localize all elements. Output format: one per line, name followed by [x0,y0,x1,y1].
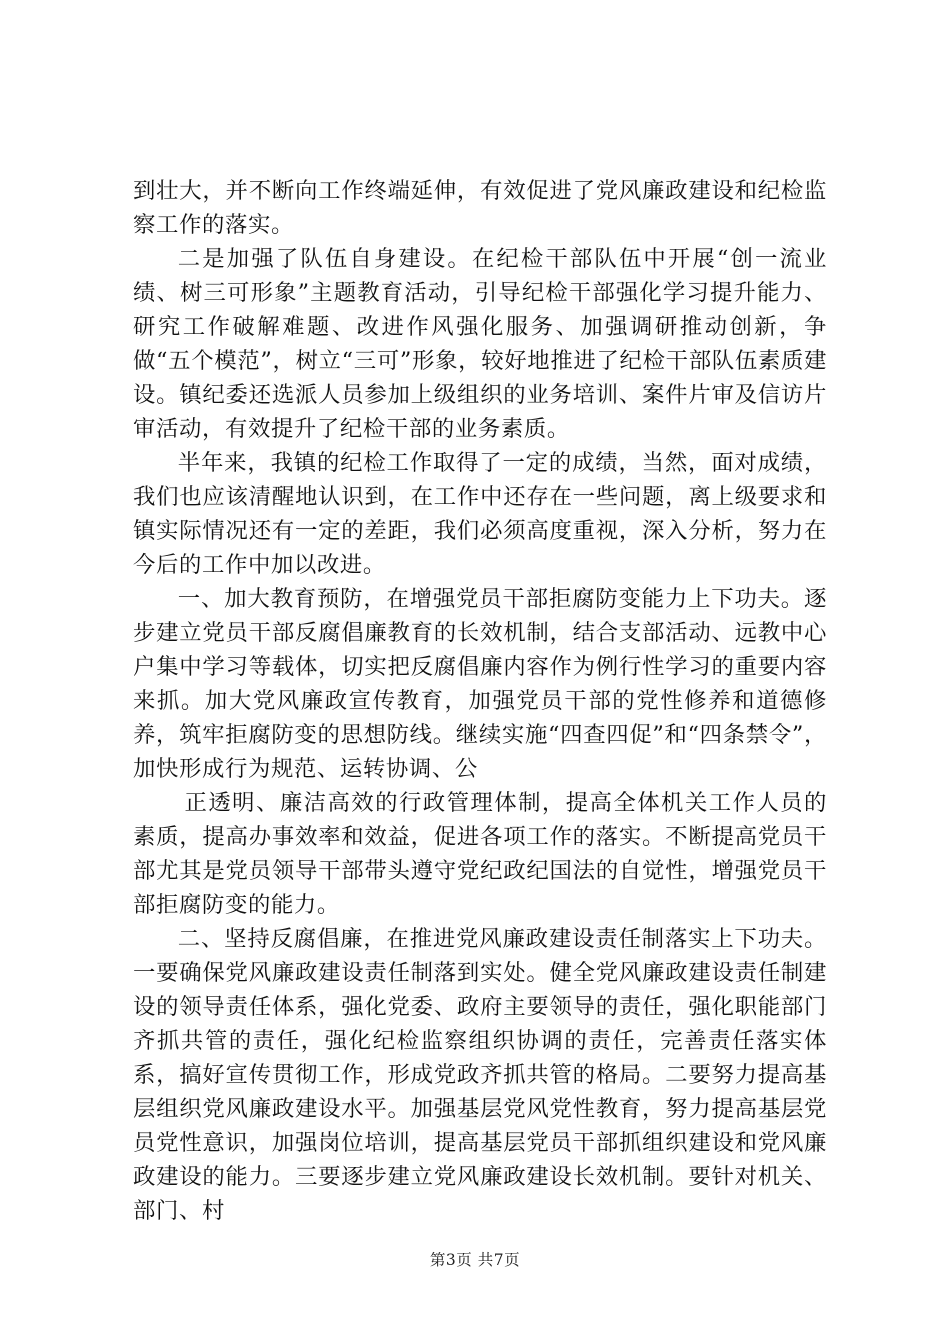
page-number-footer: 第3页 共7页 [429,1251,521,1269]
paragraph-team-building: 二是加强了队伍自身建设。在纪检干部队伍中开展“创一流业绩、树三可形象”主题教育活动，引导纪检干部强化学习提升能力、研究工作破解难题、改进作风强化服务、加强调研推动创新，争做“五个模范”，树立“三可”形象，较好地推进了纪检干部队伍素质建设。镇纪委还选派人员参加上级组织的业务培训、案件片审及信访片审活动，有效提升了纪检干部的业务素质。 [133,246,827,442]
paragraph-admin-system: 正透明、廉洁高效的行政管理体制，提高全体机关工作人员的素质，提高办事效率和效益，促进各项工作的落实。不断提高党员干部尤其是党员领导干部带头遵守党纪政纪国法的自觉性，增强党员干部拒腐防变的能力。 [133,790,827,918]
paragraph-anti-corruption: 二、坚持反腐倡廉，在推进党风廉政建设责任制落实上下功夫。一要确保党风廉政建设责任制落到实处。健全党风廉政建设责任制建设的领导责任体系，强化党委、政府主要领导的责任，强化职能部门齐抓共管的责任，强化纪检监察组织协调的责任，完善责任落实体系，搞好宣传贯彻工作，形成党政齐抓共管的格局。二要努力提高基层组织党风廉政建设水平。加强基层党风党性教育，努力提高基层党员党性意识，加强岗位培训，提高基层党员干部抓组织建设和党风廉政建设的能力。三要逐步建立党风廉政建设长效机制。要针对机关、部门、村 [133,926,827,1224]
paragraph-education-prevention: 一、加大教育预防，在增强党员干部拒腐防变能力上下功夫。逐步建立党员干部反腐倡廉教育的长效机制，结合支部活动、远教中心户集中学习等载体，切实把反腐倡廉内容作为例行性学习的重要内容来抓。加大党风廉政宣传教育，加强党员干部的党性修养和道德修养，筑牢拒腐防变的思想防线。继续实施“四查四促”和“四条禁令”，加快形成行为规范、运转协调、公 [133,586,827,782]
document-body [133,174,827,1228]
paragraph-half-year-summary: 半年来，我镇的纪检工作取得了一定的成绩，当然，面对成绩，我们也应该清醒地认识到，在工作中还存在一些问题，离上级要求和镇实际情况还有一定的差距，我们必须高度重视，深入分析，努力在今后的工作中加以改进。 [133,450,827,578]
paragraph-continuation: 到壮大，并不断向工作终端延伸，有效促进了党风廉政建设和纪检监察工作的落实。 [133,178,827,238]
